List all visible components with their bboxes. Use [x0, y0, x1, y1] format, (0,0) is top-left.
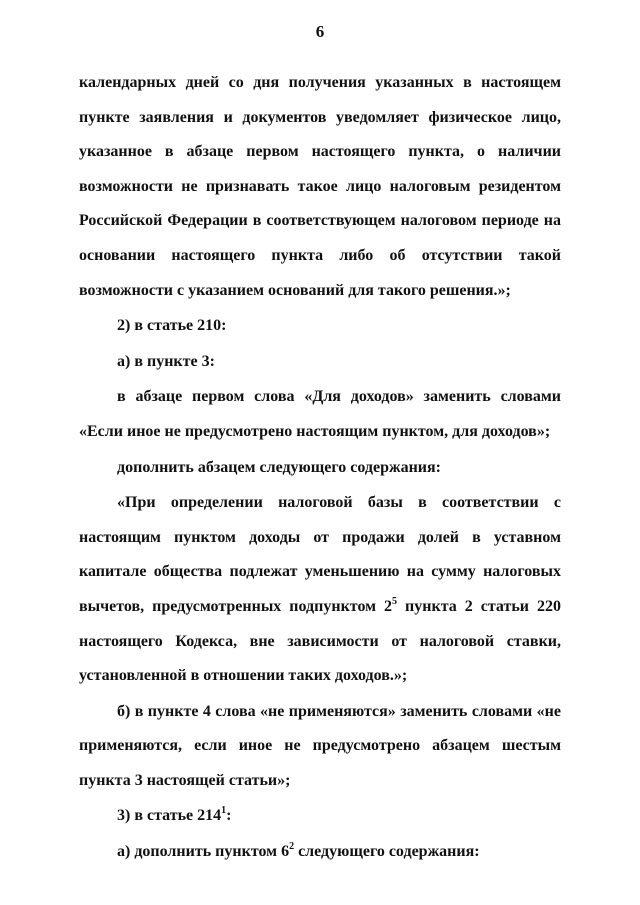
paragraph-add-abzac: дополнить абзацем следующего содержания: — [117, 458, 442, 476]
paragraph-point-4-change: б) в пункте 4 слова «не применяются» заменить словами «не применяются, если иное не предусмотрено абзацем шестым пункта 3 настоящей статьи»; — [79, 702, 561, 789]
paragraph-article-214-before: 3) в статье 214 — [117, 807, 222, 825]
paragraph-point-6-after: следующего содержания: — [294, 843, 480, 861]
paragraph-tax-base-text — [79, 486, 561, 694]
document-body — [79, 66, 561, 870]
paragraph-point-6-before: а) дополнить пунктом 6 — [117, 843, 290, 861]
paragraph-first-abzac-change: в абзаце первом слова «Для доходов» заменить словами «Если иное не предусмотрено настоящим пунктом, для доходов»; — [79, 388, 561, 440]
superscript-1: 1 — [221, 805, 227, 817]
page-number: 6 — [315, 22, 325, 41]
superscript-5: 5 — [392, 595, 398, 607]
superscript-2: 2 — [289, 841, 295, 853]
paragraph-tax-base-after: пункта 2 статьи 220 настоящего Кодекса, вне зависимости от налоговой ставки, установленной в отношении таких доходов.»; — [79, 597, 561, 685]
paragraph-add-point-6-2 — [79, 835, 561, 870]
paragraph-article-214-after: : — [226, 807, 232, 825]
paragraph-article-214-1 — [79, 799, 561, 834]
paragraph-article-210: 2) в статье 210: — [117, 317, 227, 335]
paragraph-continuation: календарных дней со дня получения указанных в настоящем пункте заявления и документов уведомляет физическое лицо, указанное в абзаце первом настоящего пункта, о наличии возможности не признавать такое лицо налоговым резидентом Российской Федерации в соответствующем налоговом периоде на основании настоящего пункта либо об отсутствии такой возможности с указанием оснований для такого решения.»; — [79, 74, 561, 299]
paragraph-tax-base-before: «При определении налоговой базы в соответствии с настоящим пунктом доходы от продажи долей в уставном капитале общества подлежат уменьшению на сумму налоговых вычетов, предусмотренных подпунктом 2 — [79, 494, 561, 615]
paragraph-point-3: а) в пункте 3: — [117, 352, 215, 370]
